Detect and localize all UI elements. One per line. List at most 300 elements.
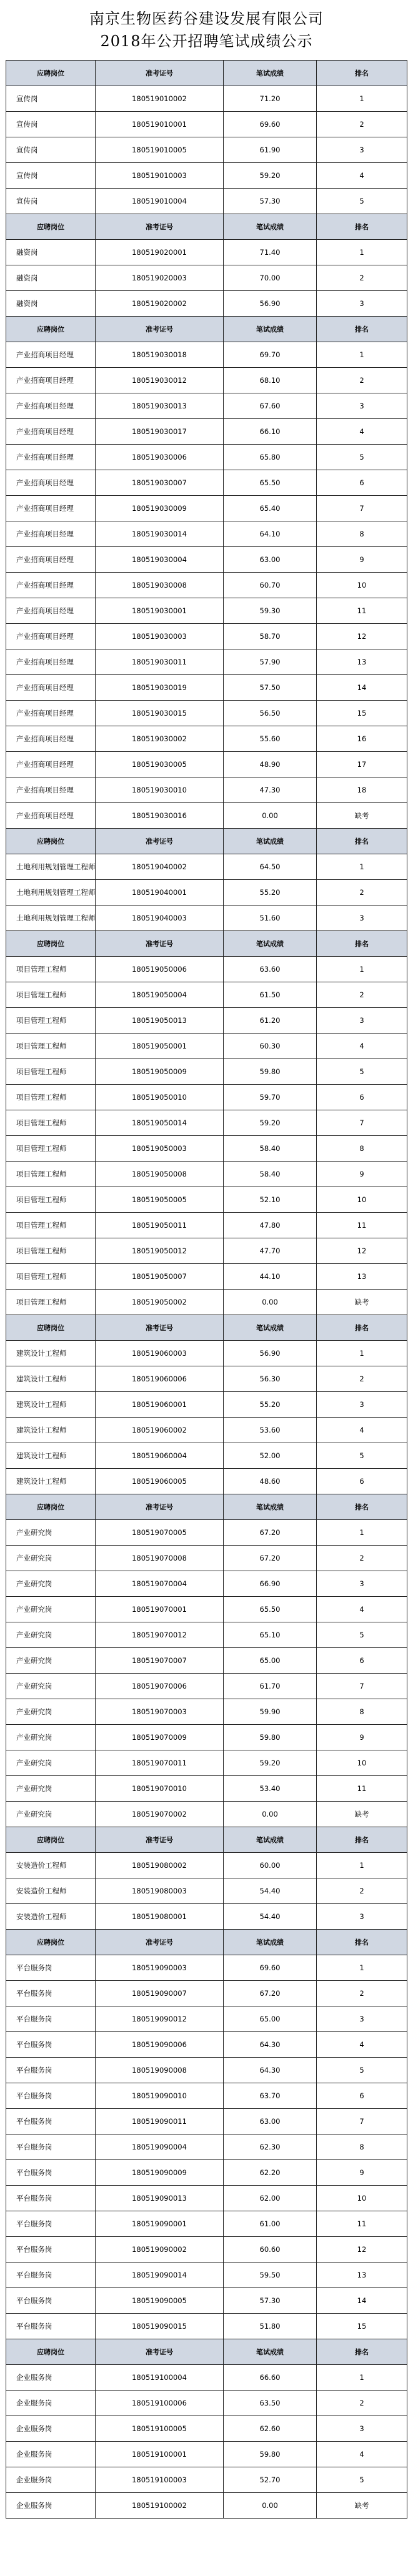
document-header	[0, 0, 413, 60]
position-cell: 平台服务岗	[6, 2288, 96, 2313]
ticket-number-cell: 180519100005	[96, 2416, 224, 2441]
rank-cell: 3	[317, 1392, 407, 1417]
score-cell: 56.50	[224, 701, 317, 726]
position-cell: 融资岗	[6, 291, 96, 316]
score-cell: 65.50	[224, 1597, 317, 1622]
ticket-number-cell: 180519060002	[96, 1418, 224, 1443]
score-cell: 52.70	[224, 2467, 317, 2492]
score-cell: 67.60	[224, 393, 317, 418]
position-cell: 产业招商项目经理	[6, 624, 96, 649]
section-header-row	[6, 931, 407, 957]
rank-cell: 缺考	[317, 2493, 407, 2518]
ticket-number-cell: 180519030002	[96, 726, 224, 751]
table-row	[6, 1699, 407, 1725]
score-cell: 55.20	[224, 880, 317, 905]
score-cell: 63.50	[224, 2391, 317, 2416]
table-row	[6, 445, 407, 470]
ticket-number-cell: 180519090010	[96, 2083, 224, 2108]
ticket-number-cell: 180519070006	[96, 1674, 224, 1699]
position-cell: 项目管理工程师	[6, 1162, 96, 1187]
ticket-number-cell: 180519030015	[96, 701, 224, 726]
ticket-number-cell: 180519030013	[96, 393, 224, 418]
position-cell: 项目管理工程师	[6, 1290, 96, 1315]
ticket-number-cell: 180519050004	[96, 982, 224, 1007]
position-cell: 产业招商项目经理	[6, 803, 96, 828]
ticket-number-cell: 180519090001	[96, 2211, 224, 2236]
table-row	[6, 2006, 407, 2032]
position-cell: 项目管理工程师	[6, 1008, 96, 1033]
position-cell: 产业研究岗	[6, 1648, 96, 1673]
ticket-number-cell: 180519070009	[96, 1725, 224, 1750]
score-cell: 62.60	[224, 2416, 317, 2441]
table-row	[6, 2314, 407, 2339]
position-cell: 平台服务岗	[6, 1955, 96, 1980]
ticket-number-cell: 180519060005	[96, 1469, 224, 1494]
score-cell: 59.20	[224, 1110, 317, 1135]
position-cell: 土地利用规划管理工程师	[6, 906, 96, 930]
position-cell: 产业研究岗	[6, 1571, 96, 1596]
ticket-number-cell: 180519040002	[96, 854, 224, 879]
score-cell: 58.40	[224, 1162, 317, 1187]
rank-cell: 6	[317, 470, 407, 495]
ticket-number-cell: 180519040001	[96, 880, 224, 905]
table-row	[6, 1238, 407, 1264]
rank-cell: 缺考	[317, 1290, 407, 1315]
ticket-number-cell: 180519010002	[96, 86, 224, 111]
table-row	[6, 86, 407, 112]
rank-cell: 12	[317, 1238, 407, 1263]
ticket-number-cell: 180519090008	[96, 2058, 224, 2083]
table-row	[6, 675, 407, 701]
position-cell: 项目管理工程师	[6, 982, 96, 1007]
position-cell: 产业研究岗	[6, 1597, 96, 1622]
header-ticket-number: 准考证号	[96, 931, 224, 956]
table-row	[6, 880, 407, 906]
rank-cell: 3	[317, 291, 407, 316]
table-row	[6, 2083, 407, 2109]
score-cell: 59.50	[224, 2263, 317, 2287]
score-cell: 69.60	[224, 1955, 317, 1980]
table-row	[6, 777, 407, 803]
position-cell: 平台服务岗	[6, 2032, 96, 2057]
ticket-number-cell: 180519060004	[96, 1443, 224, 1468]
ticket-number-cell: 180519070007	[96, 1648, 224, 1673]
rank-cell: 缺考	[317, 1802, 407, 1827]
rank-cell: 10	[317, 2186, 407, 2211]
header-position: 应聘岗位	[6, 931, 96, 956]
position-cell: 平台服务岗	[6, 2109, 96, 2134]
ticket-number-cell: 180519030018	[96, 342, 224, 367]
table-row	[6, 598, 407, 624]
score-cell: 65.50	[224, 470, 317, 495]
rank-cell: 16	[317, 726, 407, 751]
rank-cell: 2	[317, 2391, 407, 2416]
table-row	[6, 906, 407, 931]
table-row	[6, 1264, 407, 1290]
ticket-number-cell: 180519030016	[96, 803, 224, 828]
rank-cell: 11	[317, 1213, 407, 1238]
score-cell: 48.90	[224, 752, 317, 777]
header-position: 应聘岗位	[6, 1315, 96, 1340]
score-cell: 52.10	[224, 1187, 317, 1212]
header-score: 笔试成绩	[224, 1930, 317, 1955]
score-cell: 67.20	[224, 1520, 317, 1545]
ticket-number-cell: 180519050013	[96, 1008, 224, 1033]
rank-cell: 1	[317, 957, 407, 982]
rank-cell: 15	[317, 2314, 407, 2339]
table-row	[6, 2237, 407, 2263]
position-cell: 安装造价工程师	[6, 1853, 96, 1878]
rank-cell: 11	[317, 1776, 407, 1801]
position-cell: 项目管理工程师	[6, 1110, 96, 1135]
ticket-number-cell: 180519030017	[96, 419, 224, 444]
ticket-number-cell: 180519020003	[96, 265, 224, 290]
ticket-number-cell: 180519090002	[96, 2237, 224, 2262]
score-cell: 57.50	[224, 675, 317, 700]
rank-cell: 缺考	[317, 803, 407, 828]
header-score: 笔试成绩	[224, 931, 317, 956]
position-cell: 企业服务岗	[6, 2391, 96, 2416]
ticket-number-cell: 180519050011	[96, 1213, 224, 1238]
position-cell: 产业招商项目经理	[6, 726, 96, 751]
score-cell: 58.70	[224, 624, 317, 649]
header-score: 笔试成绩	[224, 317, 317, 342]
rank-cell: 10	[317, 573, 407, 598]
ticket-number-cell: 180519050012	[96, 1238, 224, 1263]
ticket-number-cell: 180519090015	[96, 2314, 224, 2339]
score-cell: 70.00	[224, 265, 317, 290]
score-cell: 66.60	[224, 2365, 317, 2390]
position-cell: 宣传岗	[6, 137, 96, 162]
position-cell: 平台服务岗	[6, 2211, 96, 2236]
ticket-number-cell: 180519050007	[96, 1264, 224, 1289]
ticket-number-cell: 180519050010	[96, 1085, 224, 1110]
rank-cell: 9	[317, 1162, 407, 1187]
rank-cell: 8	[317, 2134, 407, 2159]
table-row	[6, 573, 407, 598]
score-cell: 61.00	[224, 2211, 317, 2236]
table-row	[6, 1571, 407, 1597]
section-header-row	[6, 317, 407, 342]
score-cell: 64.30	[224, 2058, 317, 2083]
table-row	[6, 419, 407, 445]
rank-cell: 1	[317, 2365, 407, 2390]
position-cell: 产业招商项目经理	[6, 573, 96, 598]
score-cell: 54.40	[224, 1878, 317, 1903]
table-row	[6, 2109, 407, 2134]
header-rank: 排名	[317, 1827, 407, 1852]
table-row	[6, 137, 407, 163]
score-cell: 60.70	[224, 573, 317, 598]
rank-cell: 4	[317, 1597, 407, 1622]
ticket-number-cell: 180519080001	[96, 1904, 224, 1929]
rank-cell: 3	[317, 1904, 407, 1929]
score-cell: 60.30	[224, 1034, 317, 1059]
header-position: 应聘岗位	[6, 829, 96, 854]
ticket-number-cell: 180519030005	[96, 752, 224, 777]
section-header-row	[6, 214, 407, 240]
ticket-number-cell: 180519090013	[96, 2186, 224, 2211]
section-header-row	[6, 1930, 407, 1955]
ticket-number-cell: 180519030001	[96, 598, 224, 623]
header-position: 应聘岗位	[6, 61, 96, 86]
rank-cell: 4	[317, 2442, 407, 2467]
header-ticket-number: 准考证号	[96, 317, 224, 342]
score-cell: 71.40	[224, 240, 317, 265]
header-score: 笔试成绩	[224, 829, 317, 854]
rank-cell: 12	[317, 2237, 407, 2262]
ticket-number-cell: 180519070008	[96, 1546, 224, 1571]
table-row	[6, 1725, 407, 1750]
rank-cell: 12	[317, 624, 407, 649]
score-cell: 59.80	[224, 1059, 317, 1084]
position-cell: 企业服务岗	[6, 2416, 96, 2441]
score-cell: 65.80	[224, 445, 317, 470]
ticket-number-cell: 180519030012	[96, 368, 224, 393]
rank-cell: 9	[317, 547, 407, 572]
position-cell: 平台服务岗	[6, 2263, 96, 2287]
rank-cell: 1	[317, 342, 407, 367]
table-row	[6, 189, 407, 214]
score-cell: 60.60	[224, 2237, 317, 2262]
score-cell: 54.40	[224, 1904, 317, 1929]
table-row	[6, 163, 407, 189]
rank-cell: 1	[317, 1955, 407, 1980]
position-cell: 平台服务岗	[6, 2314, 96, 2339]
header-rank: 排名	[317, 1930, 407, 1955]
table-row	[6, 1034, 407, 1059]
rank-cell: 3	[317, 2416, 407, 2441]
table-row	[6, 2467, 407, 2493]
score-cell: 48.60	[224, 1469, 317, 1494]
ticket-number-cell: 180519050006	[96, 957, 224, 982]
rank-cell: 7	[317, 2109, 407, 2134]
header-position: 应聘岗位	[6, 1930, 96, 1955]
header-score: 笔试成绩	[224, 1315, 317, 1340]
rank-cell: 17	[317, 752, 407, 777]
rank-cell: 2	[317, 1366, 407, 1391]
rank-cell: 11	[317, 2211, 407, 2236]
rank-cell: 3	[317, 137, 407, 162]
position-cell: 产业招商项目经理	[6, 393, 96, 418]
section-header-row	[6, 2339, 407, 2365]
position-cell: 产业招商项目经理	[6, 368, 96, 393]
rank-cell: 3	[317, 1008, 407, 1033]
header-score: 笔试成绩	[224, 1827, 317, 1852]
table-row	[6, 1341, 407, 1366]
score-cell: 0.00	[224, 803, 317, 828]
score-cell: 63.00	[224, 547, 317, 572]
table-row	[6, 1776, 407, 1802]
score-cell: 57.30	[224, 2288, 317, 2313]
position-cell: 宣传岗	[6, 86, 96, 111]
position-cell: 项目管理工程师	[6, 957, 96, 982]
ticket-number-cell: 180519030008	[96, 573, 224, 598]
header-rank: 排名	[317, 317, 407, 342]
rank-cell: 4	[317, 1034, 407, 1059]
table-row	[6, 2365, 407, 2391]
score-cell: 65.40	[224, 496, 317, 521]
rank-cell: 10	[317, 1750, 407, 1775]
table-row	[6, 803, 407, 829]
rank-cell: 5	[317, 1059, 407, 1084]
ticket-number-cell: 180519100004	[96, 2365, 224, 2390]
table-row	[6, 957, 407, 982]
score-cell: 56.90	[224, 1341, 317, 1366]
position-cell: 产业研究岗	[6, 1699, 96, 1724]
ticket-number-cell: 180519030004	[96, 547, 224, 572]
rank-cell: 2	[317, 368, 407, 393]
rank-cell: 1	[317, 1520, 407, 1545]
position-cell: 平台服务岗	[6, 1981, 96, 2006]
score-cell: 52.00	[224, 1443, 317, 1468]
position-cell: 平台服务岗	[6, 2006, 96, 2031]
position-cell: 宣传岗	[6, 163, 96, 188]
ticket-number-cell: 180519060001	[96, 1392, 224, 1417]
score-cell: 62.20	[224, 2160, 317, 2185]
position-cell: 土地利用规划管理工程师	[6, 880, 96, 905]
position-cell: 项目管理工程师	[6, 1059, 96, 1084]
score-cell: 64.30	[224, 2032, 317, 2057]
rank-cell: 3	[317, 393, 407, 418]
rank-cell: 3	[317, 906, 407, 930]
header-rank: 排名	[317, 829, 407, 854]
ticket-number-cell: 180519090012	[96, 2006, 224, 2031]
rank-cell: 5	[317, 1622, 407, 1647]
score-cell: 64.50	[224, 854, 317, 879]
score-cell: 65.10	[224, 1622, 317, 1647]
ticket-number-cell: 180519090007	[96, 1981, 224, 2006]
rank-cell: 18	[317, 777, 407, 802]
rank-cell: 8	[317, 521, 407, 546]
results-table	[6, 60, 407, 2519]
table-row	[6, 1802, 407, 1827]
position-cell: 企业服务岗	[6, 2442, 96, 2467]
ticket-number-cell: 180519050001	[96, 1034, 224, 1059]
table-row	[6, 240, 407, 265]
ticket-number-cell: 180519020002	[96, 291, 224, 316]
score-cell: 65.00	[224, 1648, 317, 1673]
position-cell: 融资岗	[6, 265, 96, 290]
table-row	[6, 2058, 407, 2083]
header-position: 应聘岗位	[6, 1494, 96, 1519]
table-row	[6, 1469, 407, 1494]
ticket-number-cell: 180519090014	[96, 2263, 224, 2287]
rank-cell: 6	[317, 1648, 407, 1673]
ticket-number-cell: 180519080002	[96, 1853, 224, 1878]
position-cell: 产业招商项目经理	[6, 445, 96, 470]
position-cell: 产业研究岗	[6, 1622, 96, 1647]
position-cell: 平台服务岗	[6, 2237, 96, 2262]
ticket-number-cell: 180519050009	[96, 1059, 224, 1084]
position-cell: 产业招商项目经理	[6, 496, 96, 521]
score-cell: 71.20	[224, 86, 317, 111]
table-row	[6, 1546, 407, 1571]
table-row	[6, 368, 407, 393]
section-header-row	[6, 1827, 407, 1853]
rank-cell: 7	[317, 1110, 407, 1135]
position-cell: 平台服务岗	[6, 2134, 96, 2159]
rank-cell: 13	[317, 649, 407, 674]
score-cell: 51.60	[224, 906, 317, 930]
rank-cell: 13	[317, 2263, 407, 2287]
ticket-number-cell: 180519070012	[96, 1622, 224, 1647]
ticket-number-cell: 180519010003	[96, 163, 224, 188]
rank-cell: 9	[317, 1725, 407, 1750]
rank-cell: 5	[317, 1443, 407, 1468]
header-ticket-number: 准考证号	[96, 1930, 224, 1955]
position-cell: 企业服务岗	[6, 2365, 96, 2390]
header-ticket-number: 准考证号	[96, 1827, 224, 1852]
header-rank: 排名	[317, 2339, 407, 2364]
header-rank: 排名	[317, 1494, 407, 1519]
score-cell: 59.80	[224, 1725, 317, 1750]
ticket-number-cell: 180519070001	[96, 1597, 224, 1622]
header-rank: 排名	[317, 1315, 407, 1340]
rank-cell: 11	[317, 598, 407, 623]
ticket-number-cell: 180519010004	[96, 189, 224, 214]
table-row	[6, 1136, 407, 1162]
ticket-number-cell: 180519060006	[96, 1366, 224, 1391]
table-row	[6, 2032, 407, 2058]
rank-cell: 14	[317, 675, 407, 700]
score-cell: 59.30	[224, 598, 317, 623]
ticket-number-cell: 180519050008	[96, 1162, 224, 1187]
table-row	[6, 342, 407, 368]
ticket-number-cell: 180519070010	[96, 1776, 224, 1801]
header-ticket-number: 准考证号	[96, 829, 224, 854]
section-header-row	[6, 829, 407, 854]
ticket-number-cell: 180519070002	[96, 1802, 224, 1827]
table-row	[6, 2263, 407, 2288]
document-title: 南京生物医药谷建设发展有限公司	[89, 10, 324, 27]
position-cell: 产业招商项目经理	[6, 470, 96, 495]
table-row	[6, 624, 407, 649]
ticket-number-cell: 180519040003	[96, 906, 224, 930]
table-row	[6, 1418, 407, 1443]
table-row	[6, 112, 407, 137]
rank-cell: 5	[317, 2058, 407, 2083]
section-header-row	[6, 61, 407, 86]
ticket-number-cell: 180519050002	[96, 1290, 224, 1315]
rank-cell: 2	[317, 880, 407, 905]
header-position: 应聘岗位	[6, 2339, 96, 2364]
header-position: 应聘岗位	[6, 214, 96, 239]
table-row	[6, 265, 407, 291]
ticket-number-cell: 180519090003	[96, 1955, 224, 1980]
table-row	[6, 470, 407, 496]
ticket-number-cell: 180519100006	[96, 2391, 224, 2416]
rank-cell: 4	[317, 163, 407, 188]
table-row	[6, 1443, 407, 1469]
table-row	[6, 547, 407, 573]
ticket-number-cell: 180519030003	[96, 624, 224, 649]
position-cell: 产业招商项目经理	[6, 752, 96, 777]
table-row	[6, 1290, 407, 1315]
table-row	[6, 393, 407, 419]
position-cell: 平台服务岗	[6, 2160, 96, 2185]
rank-cell: 4	[317, 2032, 407, 2057]
ticket-number-cell: 180519030019	[96, 675, 224, 700]
position-cell: 产业研究岗	[6, 1674, 96, 1699]
rank-cell: 3	[317, 2006, 407, 2031]
position-cell: 融资岗	[6, 240, 96, 265]
header-ticket-number: 准考证号	[96, 1494, 224, 1519]
ticket-number-cell: 180519070003	[96, 1699, 224, 1724]
rank-cell: 5	[317, 2467, 407, 2492]
table-row	[6, 1008, 407, 1034]
score-cell: 51.80	[224, 2314, 317, 2339]
